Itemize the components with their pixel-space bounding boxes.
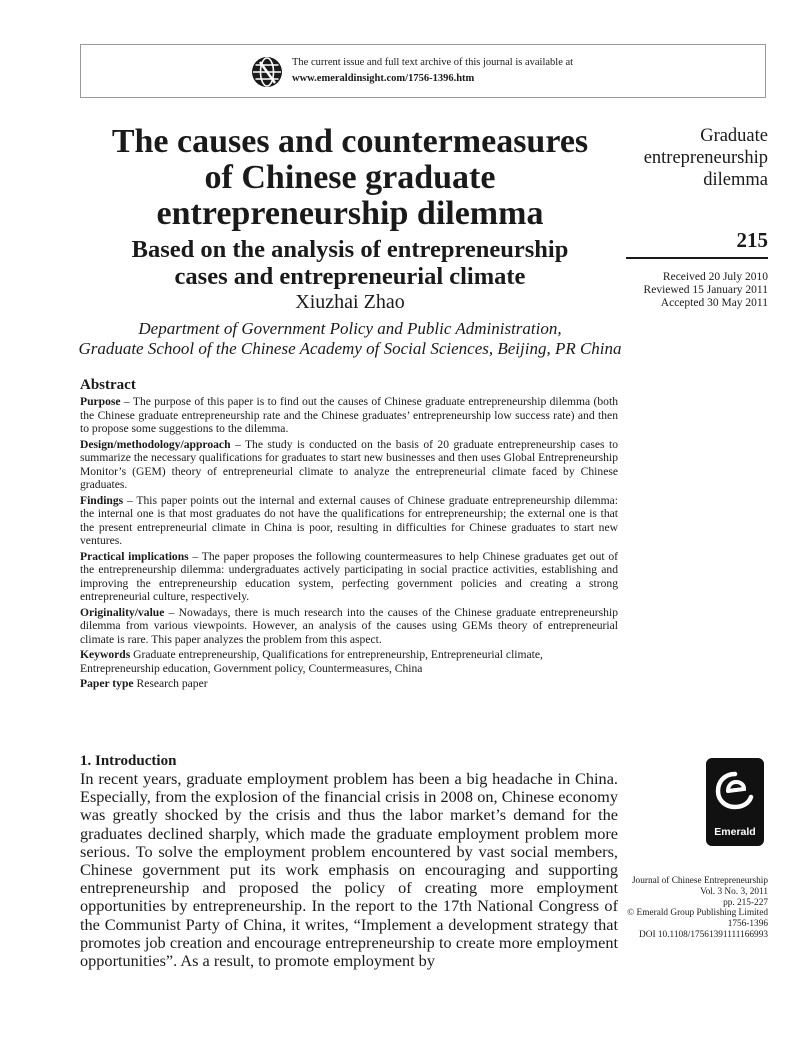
- running-title-line: entrepreneurship: [643, 148, 768, 168]
- journal-doi: DOI 10.1108/17561391111166993: [639, 929, 768, 940]
- abstract-originality: [80, 606, 618, 647]
- abstract-keywords: [80, 648, 618, 675]
- author-name: Xiuzhai Zhao: [295, 291, 405, 313]
- abstract-heading: Abstract: [80, 377, 136, 393]
- sidebar-divider: [626, 257, 768, 259]
- abstract: [80, 376, 618, 693]
- submission-dates: [620, 271, 768, 310]
- abstract-label: Keywords: [80, 648, 131, 661]
- globe-icon: [251, 56, 283, 88]
- abstract-text: – The paper proposes the following countermeasures to help Chinese graduates get out of the entrepreneurship dilemma: undergraduates actively participating in social practice activities, establishing and improving the entrepreneurship education system, perfecting government policies and creating a strong entrepreneurial culture, respectively.: [80, 549, 618, 603]
- abstract-label: Paper type: [80, 677, 134, 690]
- title-line: The causes and countermeasures: [111, 123, 589, 160]
- title-line: entrepreneurship dilemma: [156, 195, 544, 232]
- subtitle-line: Based on the analysis of entrepreneurship: [131, 236, 569, 263]
- abstract-text: – This paper points out the internal and external causes of Chinese graduate entrepreneurship dilemma: the internal one is that most graduates do not have the qualifications for entrepreneurship; the external one is that the present entrepreneurial climate in China is poor, resulting in difficulties for Chinese graduates to start new ventures.: [80, 493, 618, 547]
- abstract-text: Graduate entrepreneurship, Qualifications for entrepreneurship, Entrepreneurial climate, Entrepreneurship education, Government policy, Countermeasures, China: [80, 648, 543, 675]
- running-title-line: dilemma: [703, 170, 768, 190]
- abstract-label: Findings: [80, 493, 124, 507]
- emerald-logo-text: Emerald: [714, 826, 756, 838]
- introduction-section: [80, 752, 618, 970]
- abstract-paper-type: [80, 677, 618, 691]
- journal-url-link[interactable]: www.emeraldinsight.com/1756-1396.htm: [292, 73, 475, 84]
- journal-access-box: [80, 44, 766, 98]
- abstract-label: Design/methodology/approach: [80, 437, 231, 451]
- date-received: Received 20 July 2010: [662, 271, 768, 283]
- author-affiliation: [78, 319, 622, 359]
- running-title-line: Graduate: [700, 126, 768, 146]
- page-number: 215: [736, 228, 768, 252]
- affiliation-line: Graduate School of the Chinese Academy of Social Sciences, Beijing, PR China: [78, 339, 622, 358]
- abstract-practical: [80, 550, 618, 604]
- journal-pages: pp. 215-227: [723, 897, 768, 908]
- abstract-text: – The study is conducted on the basis of 20 graduate entrepreneurship cases to summarize the necessary qualifications for graduates to start new businesses and then uses Global Entrepreneurship Monitor’s (GEM) theory of entrepreneurial climate to analyze the entrepreneurial climate faced by Chinese graduates.: [80, 437, 618, 491]
- paper-subtitle: [80, 236, 620, 290]
- emerald-swirl-icon: [706, 760, 764, 826]
- abstract-text: – The purpose of this paper is to find out the causes of Chinese graduate entrepreneurship dilemma (both the Chinese graduate entrepreneurship rate and the Chinese graduates’ entrepreneurship low success rate) and then to propose some suggestions to the dilemma.: [80, 395, 618, 435]
- subtitle-line: cases and entrepreneurial climate: [174, 263, 526, 290]
- journal-issn: 1756-1396: [727, 919, 768, 930]
- journal-access-text: The current issue and full text archive of this journal is available at: [292, 57, 574, 68]
- abstract-text: – Nowadays, there is much research into the causes of the Chinese graduate entrepreneurship dilemma from various viewpoints. However, an analysis of the causes using GEMs theory of entrepreneurial climate is rare. This paper analyzes the problem from this aspect.: [80, 605, 618, 646]
- body-paragraph: In recent years, graduate employment problem has been a big headache in China. Especially, from the explosion of the financial crisis in 2008 on, Chinese economy was greatly shocked by the crisis and thus the labor market’s demand for the graduates declined sharply, which made the graduate employment problem more serious. To solve the employment problem encountered by vast social members, Chinese government put its work emphasis on encouraging and supporting entrepreneurship and proposed the policy of creating more employment opportunities by entrepreneurship. In the report to the 17th National Congress of the Communist Party of China, it writes, “Implement a development strategy that promotes job creation and encourage entrepreneurship to create more employment opportunities”. As a result, to promote employment by: [80, 769, 618, 971]
- abstract-label: Practical implications: [80, 549, 189, 563]
- date-reviewed: Reviewed 15 January 2011: [643, 284, 768, 296]
- title-line: of Chinese graduate: [204, 159, 496, 196]
- journal-name: Journal of Chinese Entrepreneurship: [631, 876, 768, 886]
- affiliation-line: Department of Government Policy and Public Administration,: [138, 319, 562, 338]
- abstract-findings: [80, 494, 618, 548]
- section-heading: 1. Introduction: [80, 753, 177, 769]
- abstract-label: Purpose: [80, 395, 121, 408]
- abstract-label: Originality/value: [80, 605, 165, 619]
- date-accepted: Accepted 30 May 2011: [660, 297, 768, 309]
- abstract-text: Research paper: [133, 677, 208, 690]
- journal-publisher: © Emerald Group Publishing Limited: [627, 908, 768, 919]
- journal-volume: Vol. 3 No. 3, 2011: [700, 886, 768, 897]
- abstract-design: [80, 438, 618, 492]
- paper-title: [80, 124, 620, 232]
- running-title: [620, 125, 768, 191]
- abstract-purpose: [80, 395, 618, 436]
- journal-citation: [620, 876, 768, 941]
